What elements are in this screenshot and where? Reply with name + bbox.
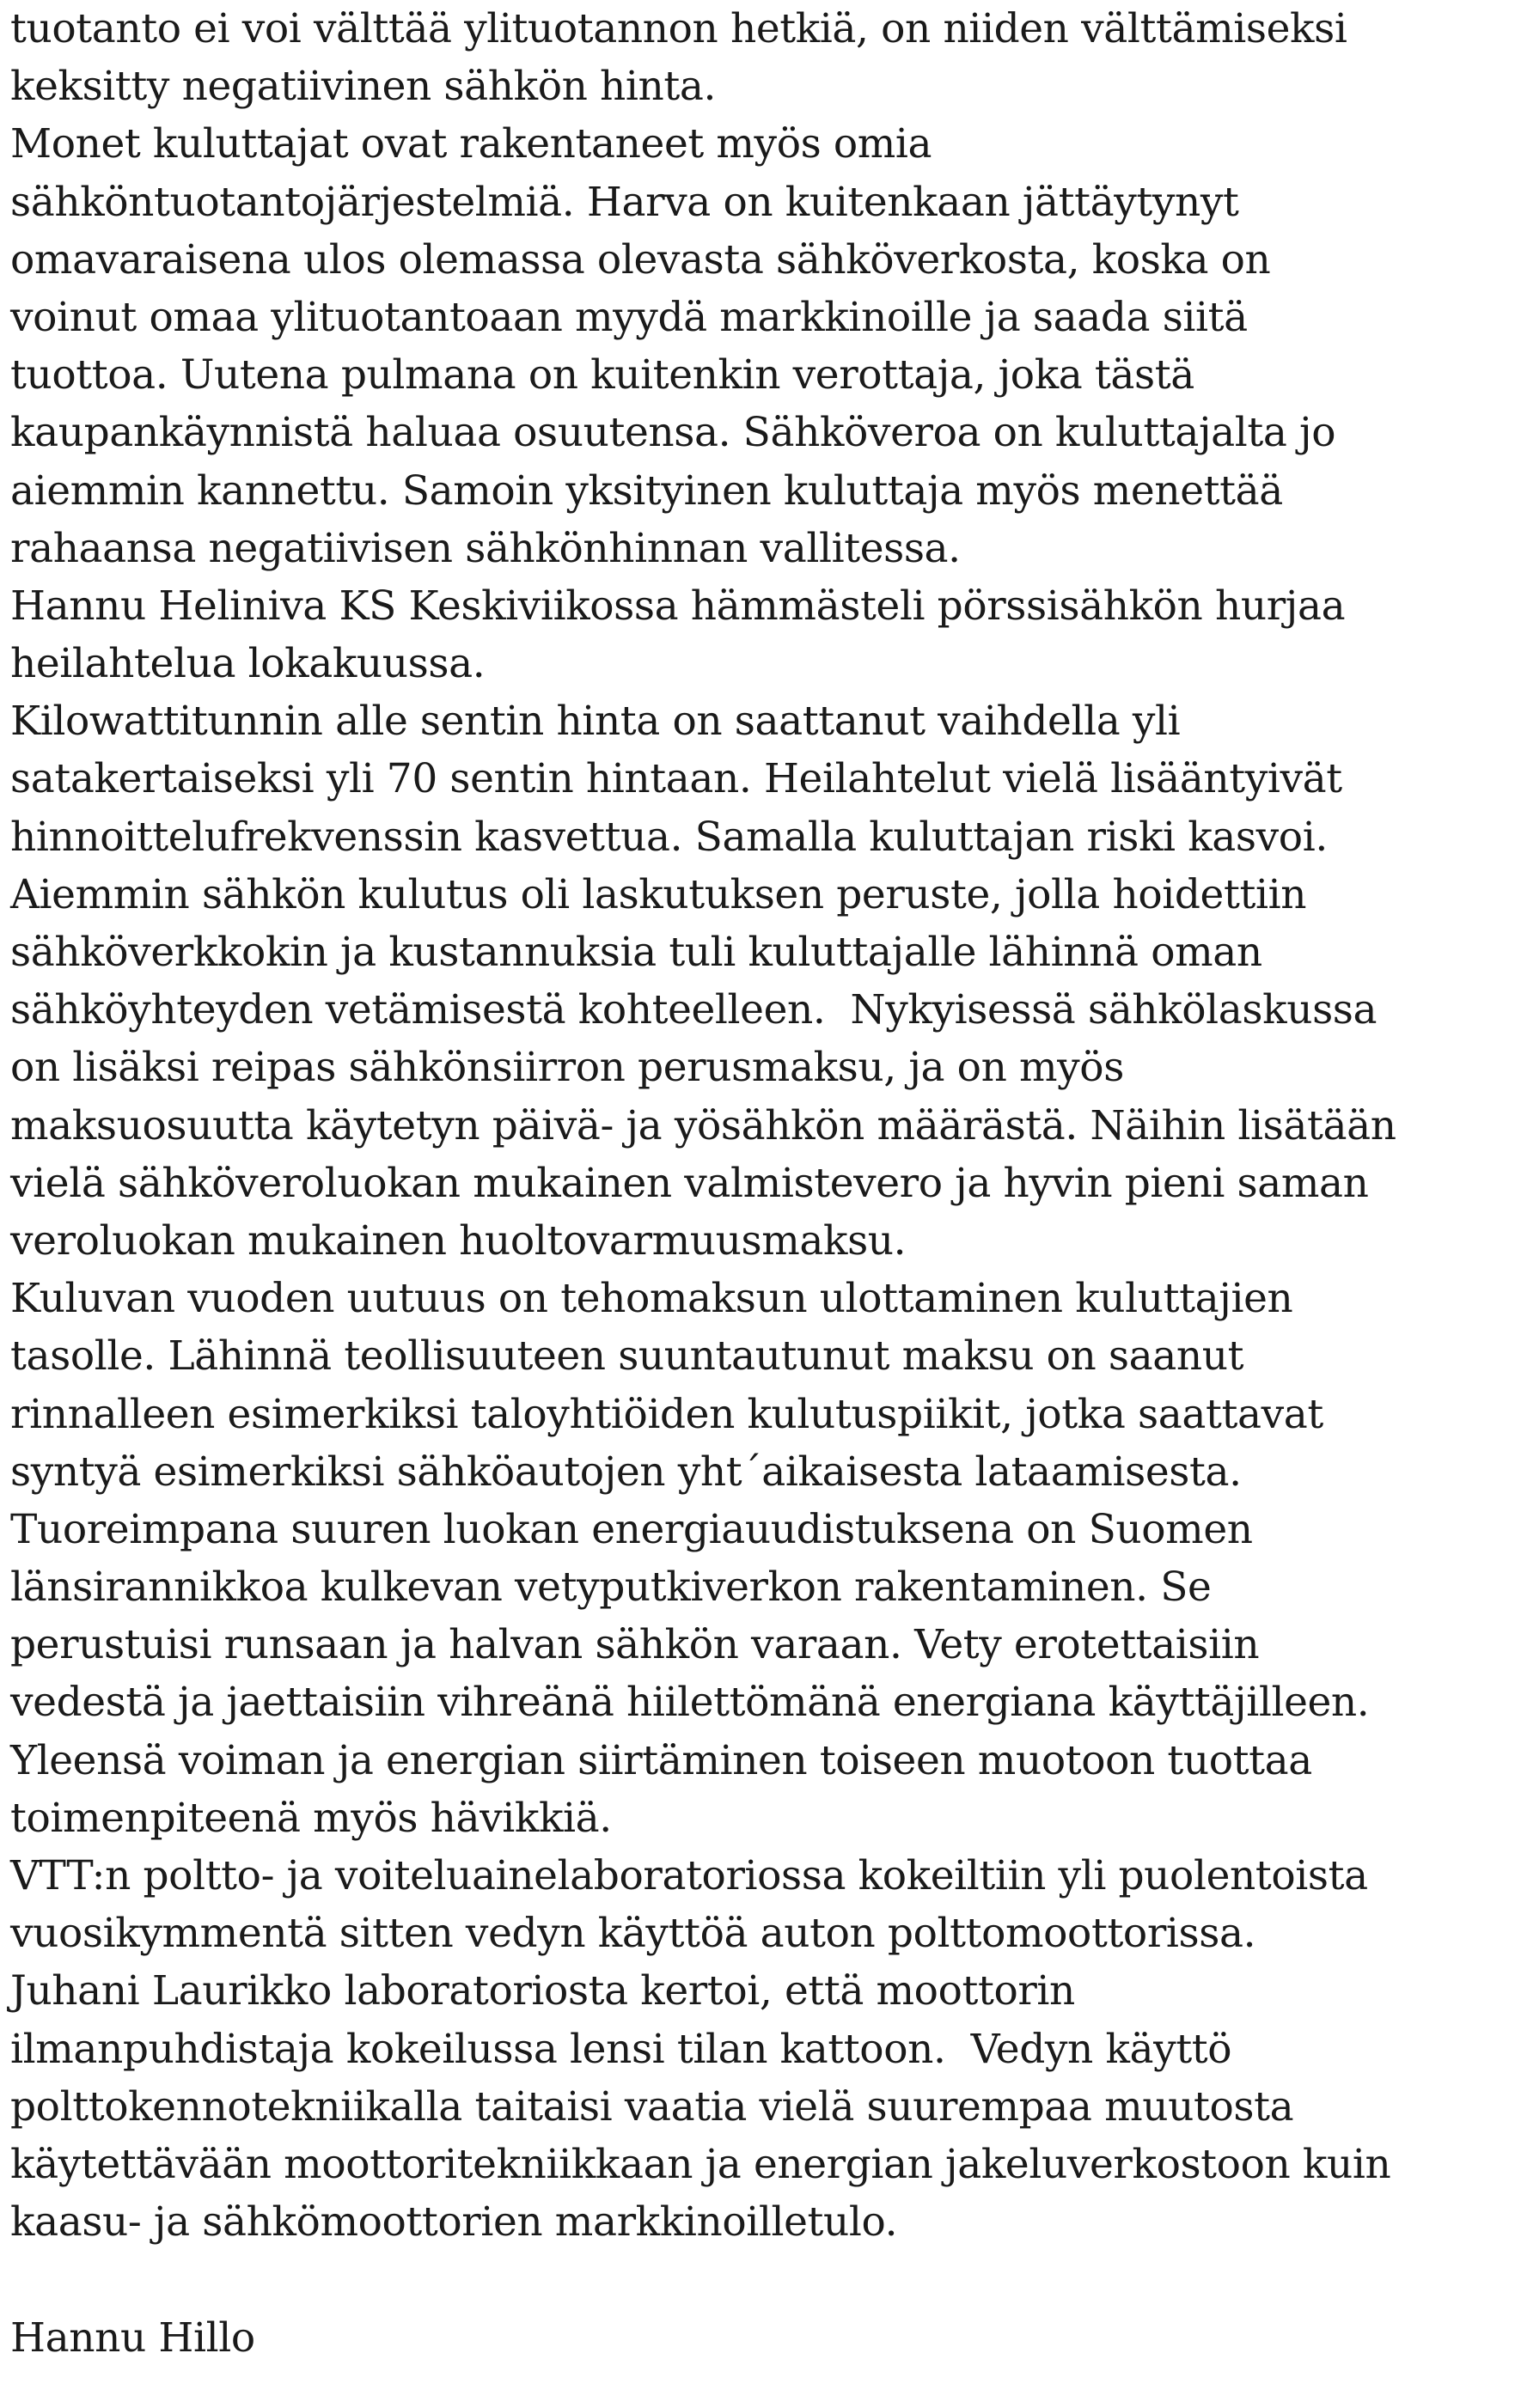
text-line: voinut omaa ylituotantoaan myydä markkinoille ja saada siitä xyxy=(10,293,1248,341)
text-line: rinnalleen esimerkiksi taloyhtiöiden kulutuspiikit, jotka saattavat xyxy=(10,1390,1323,1438)
text-line: länsirannikkoa kulkevan vetyputkiverkon rakentaminen. Se xyxy=(10,1564,1212,1612)
text-line: aiemmin kannettu. Samoin yksityinen kuluttaja myös menettää xyxy=(10,466,1283,515)
article-body xyxy=(10,0,1506,2367)
text-line: sähköntuotantojärjestelmiä. Harva on kuitenkaan jättäytynyt xyxy=(10,178,1239,226)
text-line: keksitty negatiivinen sähkön hinta. xyxy=(10,63,717,111)
text-line: ilmanpuhdistaja kokeilussa lensi tilan kattoon. Vedyn käyttö xyxy=(10,2025,1232,2073)
text-line: tuotanto ei voi välttää ylituotannon hetkiä, on niiden välttämiseksi xyxy=(10,5,1347,52)
text-line: Hannu Heliniva KS Keskiviikossa hämmästeli pörssisähkön hurjaa xyxy=(10,582,1346,630)
author-signature: Hannu Hillo xyxy=(10,2314,255,2362)
text-line: Kilowattitunnin alle sentin hinta on saattanut vaihdella yli xyxy=(10,698,1181,746)
text-line: maksuosuutta käytetyn päivä- ja yösähkön määrästä. Näihin lisätään xyxy=(10,1101,1396,1149)
text-line: Kuluvan vuoden uutuus on tehomaksun ulottaminen kuluttajien xyxy=(10,1275,1293,1323)
text-line: Aiemmin sähkön kulutus oli laskutuksen peruste, jolla hoidettiin xyxy=(10,870,1307,918)
text-line: Tuoreimpana suuren luokan energiauudistuksena on Suomen xyxy=(10,1505,1253,1553)
text-line: vedestä ja jaettaisiin vihreänä hiilettömänä energiana käyttäjilleen. xyxy=(10,1679,1370,1727)
text-line: on lisäksi reipas sähkönsiirron perusmaksu, ja on myös xyxy=(10,1044,1124,1092)
blank-line xyxy=(10,2251,1506,2308)
text-line: toimenpiteenä myös hävikkiä. xyxy=(10,1794,612,1842)
text-line: sähköverkkokin ja kustannuksia tuli kuluttajalle lähinnä oman xyxy=(10,929,1262,976)
text-line: polttokennotekniikalla taitaisi vaatia vielä suurempaa muutosta xyxy=(10,2082,1294,2131)
text-line: perustuisi runsaan ja halvan sähkön varaan. Vety erotettaisiin xyxy=(10,1621,1260,1669)
text-line: veroluokan mukainen huoltovarmuusmaksu. xyxy=(10,1216,907,1265)
text-line: syntyä esimerkiksi sähköautojen yht´aikaisesta lataamisesta. xyxy=(10,1448,1242,1496)
text-line: satakertaiseksi yli 70 sentin hintaan. Heilahtelut vielä lisääntyivät xyxy=(10,755,1342,803)
text-line: Yleensä voiman ja energian siirtäminen toiseen muotoon tuottaa xyxy=(10,1736,1312,1784)
text-line: tuottoa. Uutena pulmana on kuitenkin verottaja, joka tästä xyxy=(10,351,1194,399)
text-line: vielä sähköveroluokan mukainen valmistevero ja hyvin pieni saman xyxy=(10,1159,1369,1207)
text-line: VTT:n poltto- ja voiteluainelaboratoriossa kokeiltiin yli puolentoista xyxy=(10,1852,1368,1899)
text-line: Monet kuluttajat ovat rakentaneet myös omia xyxy=(10,120,932,168)
text-line: heilahtelua lokakuussa. xyxy=(10,640,486,688)
text-line: sähköyhteyden vetämisestä kohteelleen. Nykyisessä sähkölaskussa xyxy=(10,986,1378,1034)
text-line: hinnoittelufrekvenssin kasvettua. Samalla kuluttajan riski kasvoi. xyxy=(10,813,1328,861)
text-line: omavaraisena ulos olemassa olevasta sähköverkosta, koska on xyxy=(10,235,1271,283)
text-line: kaasu- ja sähkömoottorien markkinoilletulo. xyxy=(10,2198,898,2246)
text-line: tasolle. Lähinnä teollisuuteen suuntautunut maksu on saanut xyxy=(10,1332,1244,1381)
text-line: käytettävään moottoritekniikkaan ja energian jakeluverkostoon kuin xyxy=(10,2140,1391,2188)
text-line: vuosikymmentä sitten vedyn käyttöä auton polttomoottorissa. xyxy=(10,1910,1256,1958)
text-line: rahaansa negatiivisen sähkönhinnan vallitessa. xyxy=(10,524,961,572)
text-line: Juhani Laurikko laboratoriosta kertoi, että moottorin xyxy=(10,1967,1075,2015)
text-line: kaupankäynnistä haluaa osuutensa. Sähköveroa on kuluttajalta jo xyxy=(10,409,1336,457)
